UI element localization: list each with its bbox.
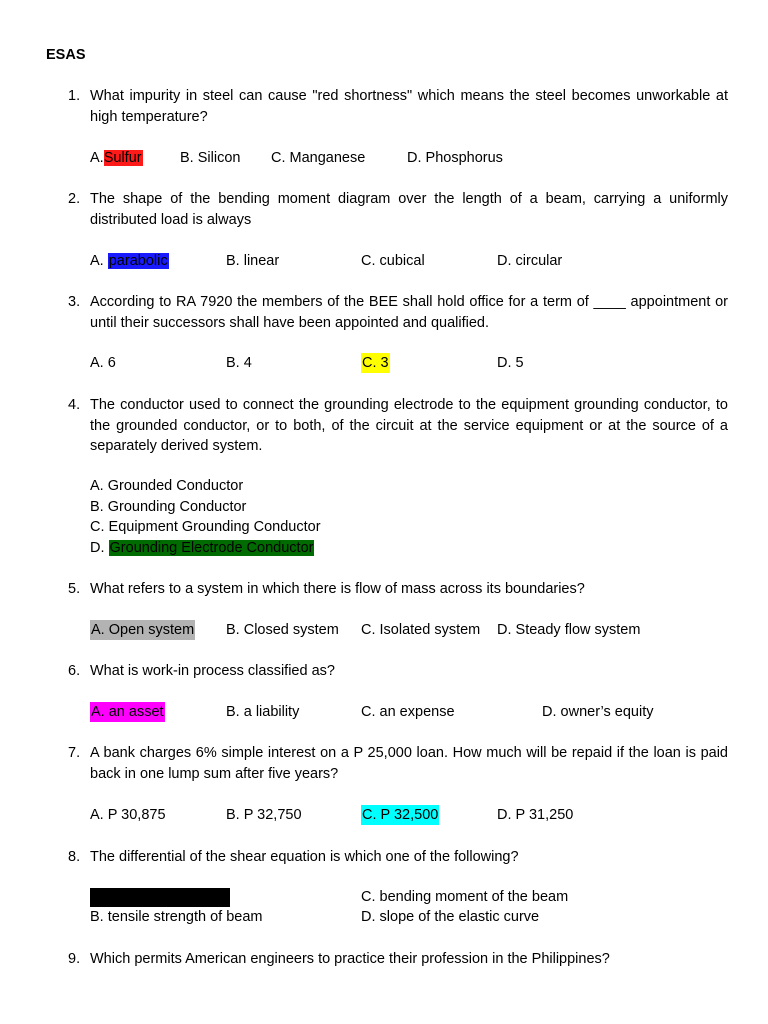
option-c: C. an expense bbox=[361, 704, 455, 720]
redaction-bar bbox=[90, 888, 230, 907]
question-5 bbox=[68, 579, 728, 600]
question-number: 1. bbox=[68, 88, 81, 104]
option-b: B. tensile strength of beam bbox=[90, 909, 263, 925]
question-8-options-row-2 bbox=[90, 907, 730, 927]
option-d: D. owner’s equity bbox=[542, 704, 654, 720]
option-b: B. P 32,750 bbox=[226, 807, 302, 823]
option-d: D. slope of the elastic curve bbox=[361, 909, 540, 925]
question-2-options bbox=[90, 251, 730, 271]
question-text: The shape of the bending moment diagram over the length of a beam, carrying a uniformly distributed load is always bbox=[90, 191, 728, 228]
option-d bbox=[90, 538, 321, 559]
option-d: D. P 31,250 bbox=[497, 807, 574, 823]
question-5-options bbox=[90, 620, 730, 640]
question-text: Which permits American engineers to practice their profession in the Philippines? bbox=[90, 951, 610, 967]
question-number: 5. bbox=[68, 581, 81, 597]
question-number: 9. bbox=[68, 951, 81, 967]
option-b: B. Silicon bbox=[180, 150, 241, 166]
option-letter: A. bbox=[90, 253, 104, 269]
question-number: 7. bbox=[68, 745, 81, 761]
option-c: C. P 32,500 bbox=[362, 807, 439, 823]
option-a: A. 6 bbox=[90, 355, 116, 371]
question-text: A bank charges 6% simple interest on a P 25,000 loan. How much will be repaid if the loan is paid back in one lump sum after five years? bbox=[90, 745, 728, 782]
question-1 bbox=[68, 86, 728, 127]
question-number: 2. bbox=[68, 191, 81, 207]
option-d: D. 5 bbox=[497, 355, 524, 371]
question-text: The conductor used to connect the grounding electrode to the equipment grounding conductor, to the grounded conductor, or to both, of the circuit at the service equipment or at the source of a separately derived system. bbox=[90, 397, 728, 454]
option-c: C. Equipment Grounding Conductor bbox=[90, 519, 321, 535]
option-c: C. cubical bbox=[361, 253, 425, 269]
question-4-options bbox=[90, 476, 321, 558]
option-d: D. Phosphorus bbox=[407, 150, 503, 166]
question-number: 3. bbox=[68, 294, 81, 310]
option-d: D. Steady flow system bbox=[497, 622, 641, 638]
question-7-options bbox=[90, 805, 730, 825]
option-b: B. Closed system bbox=[226, 622, 339, 638]
question-1-options bbox=[90, 148, 730, 168]
question-4 bbox=[68, 395, 728, 457]
option-b: B. a liability bbox=[226, 704, 300, 720]
question-text: What impurity in steel can cause "red shortness" which means the steel becomes unworkable at high temperature? bbox=[90, 88, 728, 125]
option-letter: D. bbox=[90, 539, 105, 556]
option-d: D. circular bbox=[497, 253, 563, 269]
question-8-options-row-1 bbox=[90, 887, 730, 907]
option-a: A. an asset bbox=[91, 704, 164, 720]
question-text: What is work-in process classified as? bbox=[90, 663, 335, 679]
option-a bbox=[90, 251, 169, 271]
question-6-options bbox=[90, 702, 730, 722]
question-number: 6. bbox=[68, 663, 81, 679]
option-c: C. Isolated system bbox=[361, 622, 481, 638]
option-a: A. P 30,875 bbox=[90, 807, 166, 823]
option-c: C. bending moment of the beam bbox=[361, 889, 569, 905]
question-number: 8. bbox=[68, 849, 81, 865]
question-3-options bbox=[90, 353, 730, 373]
question-text: The differential of the shear equation is which one of the following? bbox=[90, 849, 519, 865]
option-b: B. linear bbox=[226, 253, 280, 269]
option-c: C. Manganese bbox=[271, 150, 366, 166]
question-text: According to RA 7920 the members of the BEE shall hold office for a term of ____ appointment or until their successors shall have been appointed and qualified. bbox=[90, 294, 728, 331]
document-title: ESAS bbox=[46, 47, 86, 63]
option-b: B. 4 bbox=[226, 355, 252, 371]
option-a: A. Open system bbox=[91, 622, 195, 638]
option-a: A. Grounded Conductor bbox=[90, 478, 244, 494]
question-text: What refers to a system in which there is flow of mass across its boundaries? bbox=[90, 581, 585, 597]
option-b: B. Grounding Conductor bbox=[90, 498, 247, 515]
highlighted-answer: parabolic bbox=[108, 253, 168, 269]
question-8 bbox=[68, 847, 728, 868]
option-letter: A. bbox=[90, 150, 104, 166]
highlighted-answer: Sulfur bbox=[103, 150, 142, 166]
highlighted-answer: Grounding Electrode Conductor bbox=[109, 539, 314, 556]
question-3 bbox=[68, 292, 728, 333]
question-7 bbox=[68, 743, 728, 784]
redacted-option-a bbox=[90, 887, 230, 907]
option-c: C. 3 bbox=[362, 355, 389, 371]
option-a bbox=[90, 148, 143, 168]
question-number: 4. bbox=[68, 397, 81, 413]
question-6 bbox=[68, 661, 728, 682]
question-2 bbox=[68, 189, 728, 230]
question-9 bbox=[68, 949, 728, 970]
